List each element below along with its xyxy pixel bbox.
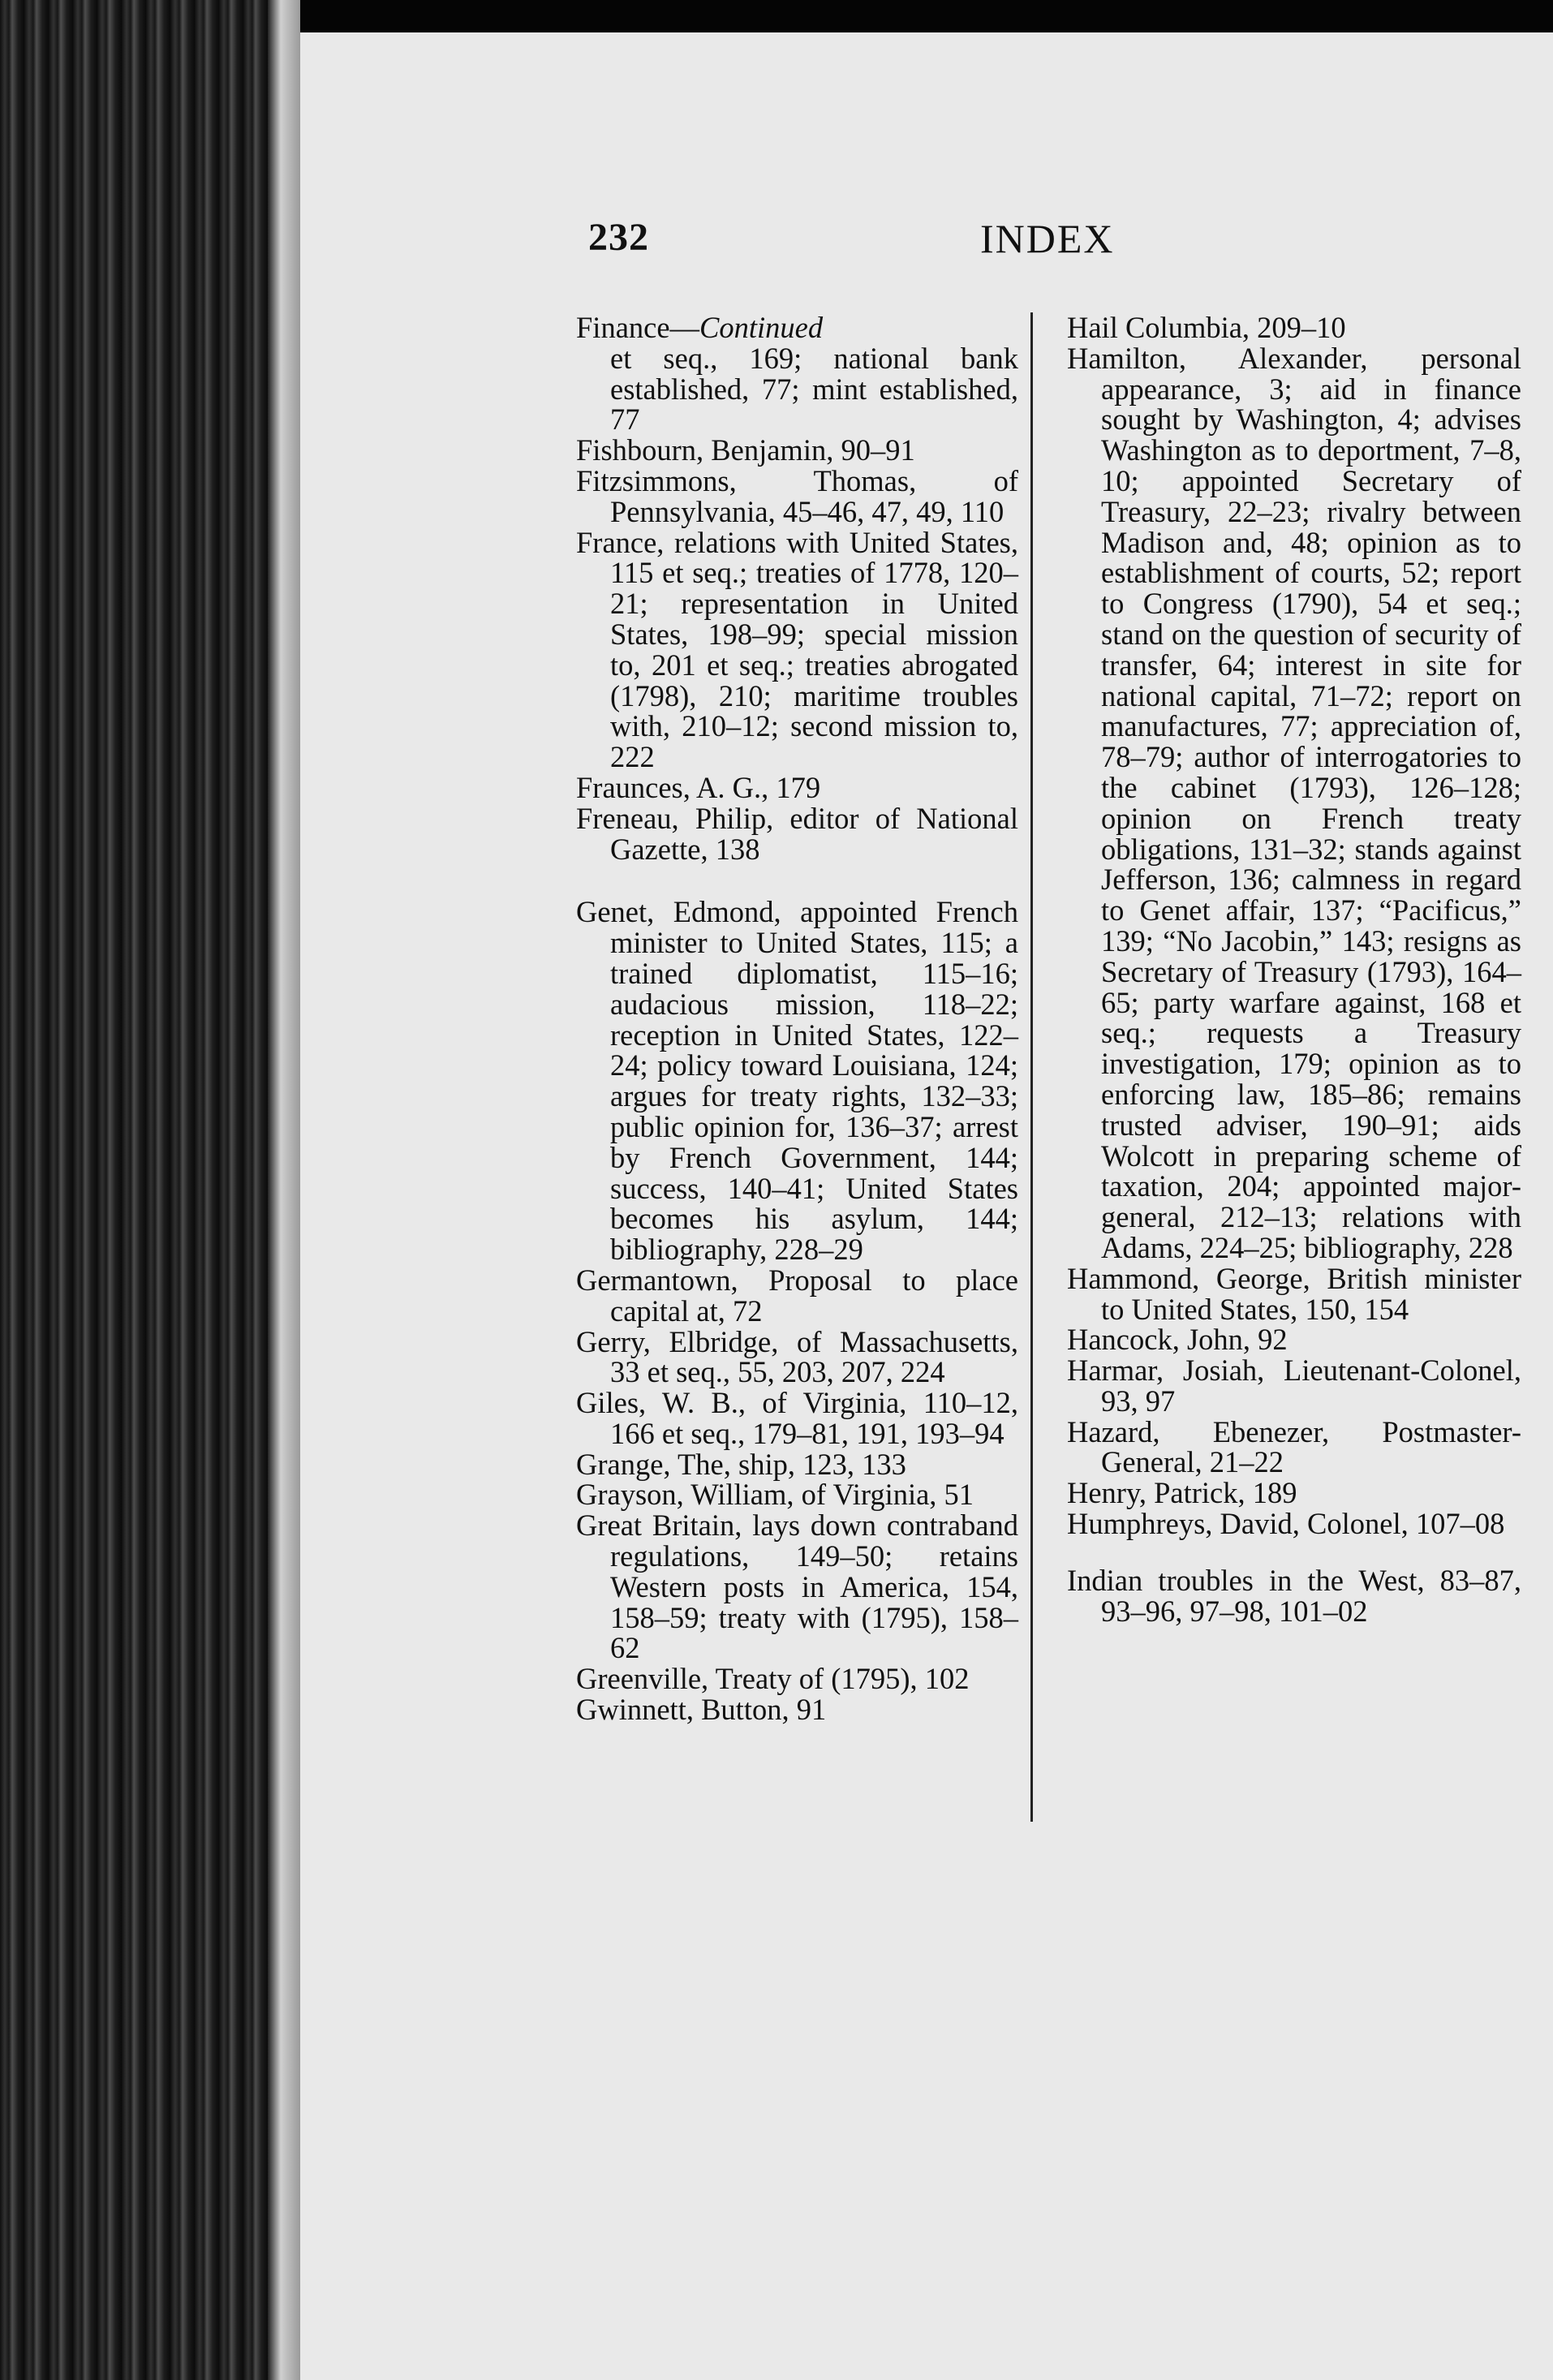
page-number: 232 (588, 216, 649, 259)
section-gap (1067, 1539, 1521, 1565)
section-gap (576, 864, 1018, 897)
index-entry: Hazard, Ebenezer, Postmaster-General, 21–22 (1067, 1414, 1521, 1479)
index-entry: Fishbourn, Benjamin, 90–91 (576, 433, 915, 467)
index-entry: France, relations with United States, 115 et seq.; treaties of 1778, 120–21; representation in United States, 198–99; special mission to, 201 et seq.; treaties abrogated (1798), 210; maritime troubles with, 210–12; second mission to, 222 (576, 525, 1018, 774)
index-entry: Giles, W. B., of Virginia, 110–12, 166 et seq., 179–81, 191, 193–94 (576, 1386, 1018, 1450)
index-entry: Hammond, George, British minister to United States, 150, 154 (1067, 1261, 1521, 1326)
index-entry: Harmar, Josiah, Lieutenant-Colonel, 93, 97 (1067, 1354, 1521, 1418)
index-entry: Gwinnett, Button, 91 (576, 1693, 827, 1727)
index-entry: Hamilton, Alexander, personal appearance, 3; aid in finance sought by Washington, 4; advises Washington as to deportment, 7–8, 10; appointed Secretary of Treasury, 22–23; rivalry between Madison and, 48; opinion as to establishment of courts, 52; report to Congress (1790), 54 et seq.; stand on the question of security of transfer, 64; interest in site for national capital, 71–72; report on manufactures, 77; appreciation of, 78–79; author of interrogatories to the cabinet (1793), 126–128; opinion on French treaty obligations, 131–32; stands against Jefferson, 136; calmness in regard to Genet affair, 137; “Pacificus,” 139; “No Jacobin,” 143; resigns as Secretary of Treasury (1793), 164–65; party warfare against, 168 et seq.; requests a Treasury investigation, 179; opinion as to enforcing law, 185–86; remains trusted adviser, 190–91; aids Wolcott in preparing scheme of taxation, 204; appointed major-general, 212–13; relations with Adams, 224–25; bibliography, 228 (1067, 341, 1521, 1264)
index-entry: Indian troubles in the West, 83–87, 93–96, 97–98, 101–02 (1067, 1563, 1521, 1628)
index-entry: Greenville, Treaty of (1795), 102 (576, 1662, 970, 1696)
index-entry: Grayson, William, of Virginia, 51 (576, 1478, 974, 1512)
index-entry: Genet, Edmond, appointed French minister to United States, 115; a trained diplomatist, 115–16; audacious mission, 118–22; reception in United States, 122–24; policy toward Louisiana, 124; argues for treaty rights, 132–33; public opinion for, 136–37; arrest by French Government, 144; success, 140–41; United States becomes his asylum, 144; bibliography, 228–29 (576, 895, 1018, 1267)
index-entry: Germantown, Proposal to place capital at, 72 (576, 1263, 1018, 1328)
index-entry: Freneau, Philip, editor of National Gazette, 138 (576, 801, 1018, 866)
index-column-left (576, 312, 1018, 1725)
index-entry: Fraunces, A. G., 179 (576, 770, 821, 804)
book-spine (0, 0, 292, 2380)
index-entry: Gerry, Elbridge, of Massachusetts, 33 et seq., 55, 203, 207, 224 (576, 1324, 1018, 1389)
running-head: INDEX (980, 216, 1115, 261)
index-entry: Grange, The, ship, 123, 133 (576, 1447, 906, 1481)
index-entry: Hancock, John, 92 (1067, 1323, 1288, 1357)
index-entry-continuation: et seq., 169; national bank established, 77; mint established, 77 (610, 341, 1018, 437)
index-entry: Fitzsimmons, Thomas, of Pennsylvania, 45–46, 47, 49, 110 (576, 463, 1018, 528)
index-page (300, 32, 1553, 2380)
index-entry: Hail Columbia, 209–10 (1067, 311, 1346, 344)
page-edge (268, 0, 300, 2380)
index-entry: Great Britain, lays down contraband regulations, 149–50; retains Western posts in America, 154, 158–59; treaty with (1795), 158–62 (576, 1508, 1018, 1665)
column-divider (1030, 312, 1033, 1822)
index-column-right (1067, 312, 1521, 1626)
index-entry: Humphreys, David, Colonel, 107–08 (1067, 1507, 1505, 1541)
index-entry: Henry, Patrick, 189 (1067, 1476, 1297, 1510)
index-entry-heading: Finance—Continued (576, 311, 824, 344)
